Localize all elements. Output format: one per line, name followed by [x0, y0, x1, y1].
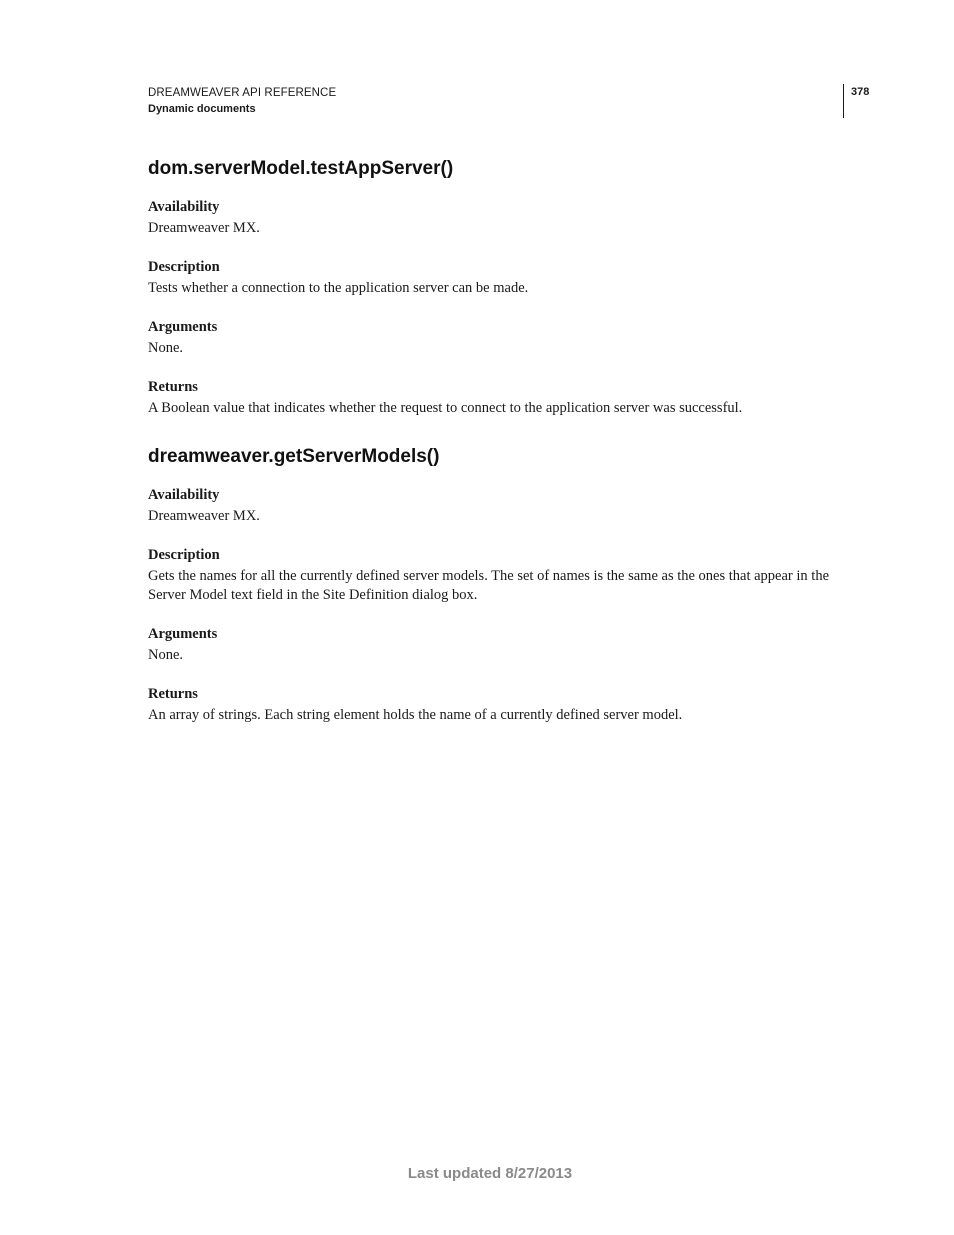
section-test-app-server	[148, 156, 848, 418]
subsection-heading: Description	[148, 259, 220, 275]
subsection-body: Dreamweaver MX.	[148, 220, 260, 236]
subsection-availability	[148, 486, 848, 526]
subsection-body: A Boolean value that indicates whether the request to connect to the application server was successful.	[148, 400, 743, 416]
subsection-heading: Availability	[148, 487, 220, 503]
subsection-heading: Arguments	[148, 626, 218, 642]
page-number: 378	[851, 86, 870, 98]
page-content	[148, 156, 848, 725]
subsection-body: Dreamweaver MX.	[148, 508, 260, 524]
subsection-returns	[148, 378, 848, 418]
subsection-arguments	[148, 625, 848, 665]
section-title: dreamweaver.getServerModels()	[148, 446, 440, 467]
subsection-heading: Description	[148, 547, 220, 563]
subsection-arguments	[148, 318, 848, 358]
subsection-description	[148, 258, 848, 298]
running-header-chapter: Dynamic documents	[148, 103, 256, 115]
footer-last-updated: Last updated 8/27/2013	[407, 1165, 573, 1182]
section-get-server-models	[148, 444, 848, 725]
section-title: dom.serverModel.testAppServer()	[148, 158, 454, 179]
subsection-heading: Arguments	[148, 319, 218, 335]
subsection-heading: Availability	[148, 199, 220, 215]
header-divider	[843, 84, 844, 118]
subsection-body: Gets the names for all the currently defined server models. The set of names is the same as the ones that appear in the Server Model text field in the Site Definition dialog box.	[148, 568, 830, 603]
running-header-book-title: DREAMWEAVER API REFERENCE	[148, 87, 337, 99]
subsection-heading: Returns	[148, 379, 198, 395]
subsection-returns	[148, 685, 848, 725]
subsection-body: None.	[148, 647, 184, 663]
subsection-availability	[148, 198, 848, 238]
subsection-description	[148, 546, 848, 605]
subsection-body: None.	[148, 340, 184, 356]
subsection-heading: Returns	[148, 686, 198, 702]
subsection-body: An array of strings. Each string element holds the name of a currently defined server model.	[148, 707, 683, 723]
subsection-body: Tests whether a connection to the application server can be made.	[148, 280, 529, 296]
